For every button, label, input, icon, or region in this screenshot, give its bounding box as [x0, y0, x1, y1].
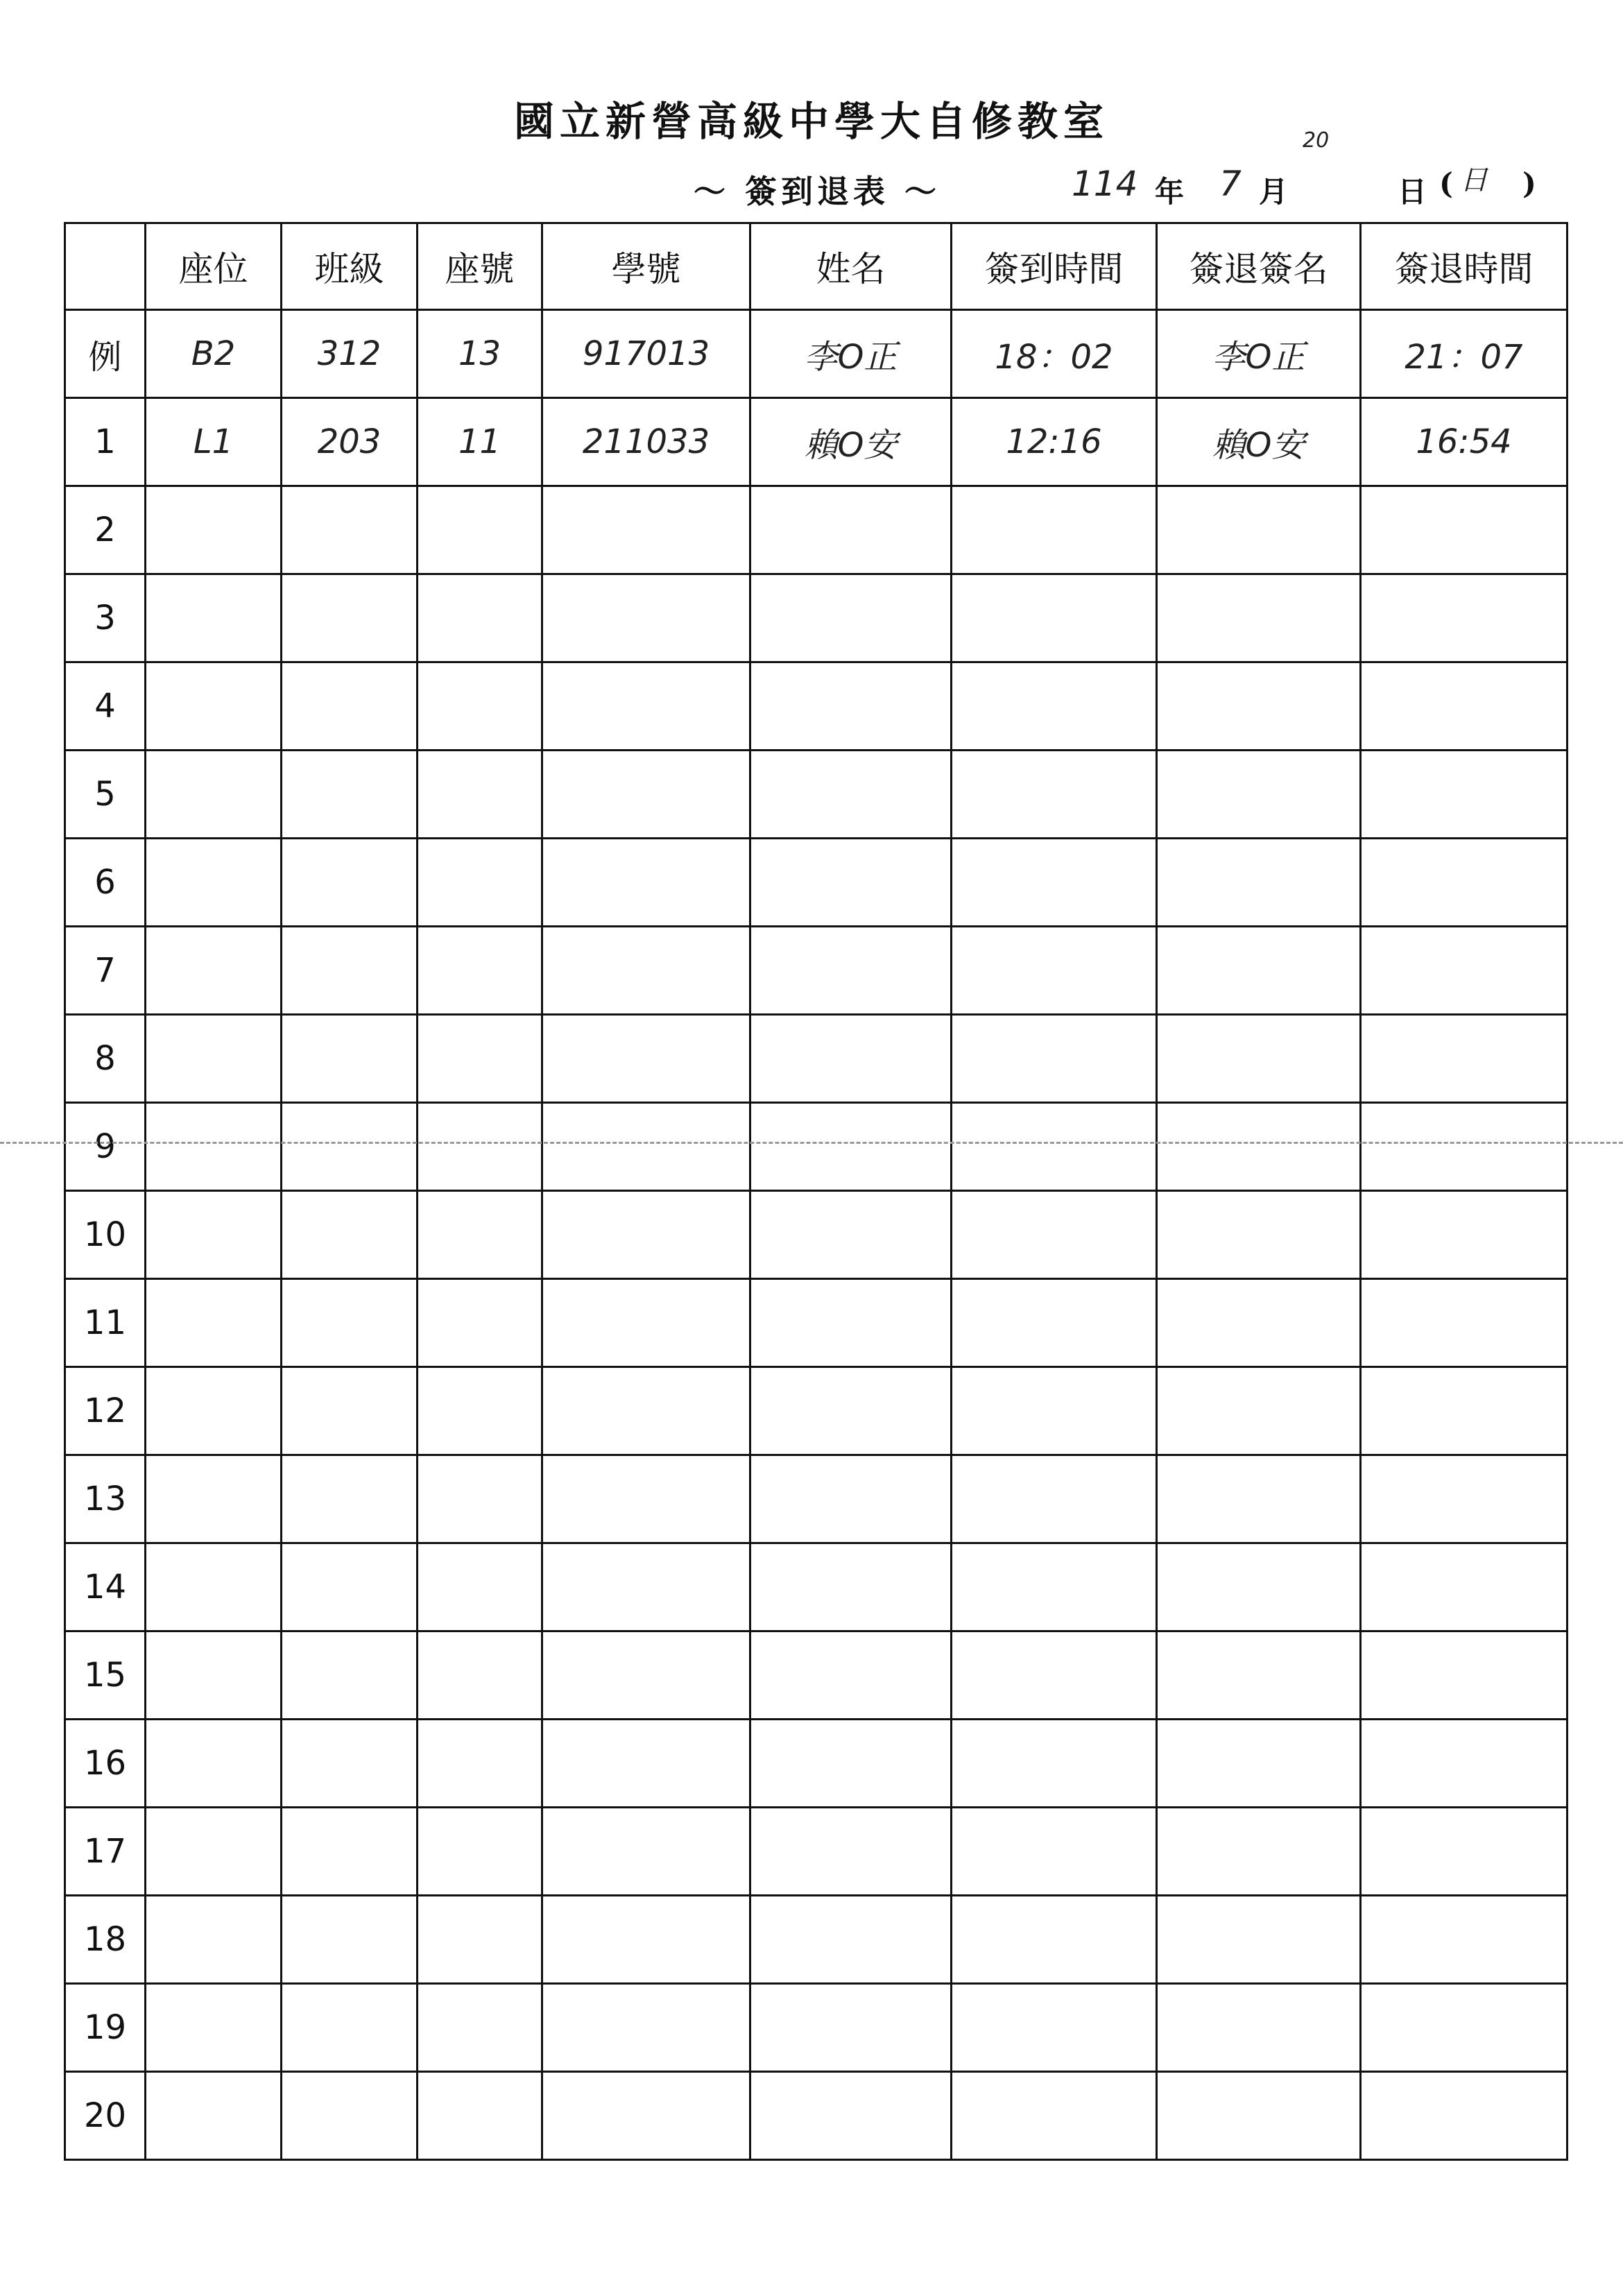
cell-name — [750, 1808, 952, 1896]
cell-student-id — [542, 1720, 750, 1808]
table-row — [65, 927, 1568, 1015]
cell-seat-no — [418, 1367, 542, 1455]
cell-checkin-time — [952, 1896, 1157, 1984]
cell-student-id — [542, 1808, 750, 1896]
table-row — [65, 398, 1568, 486]
cell-class — [282, 486, 418, 574]
cell-class — [282, 1103, 418, 1191]
cell-name — [750, 1720, 952, 1808]
cell-student-id — [542, 486, 750, 574]
date-day-label: 日 — [1398, 175, 1427, 209]
cell-seat — [146, 1103, 282, 1191]
cell-checkout-signature — [1157, 1984, 1361, 2072]
cell-name — [750, 927, 952, 1015]
cell-checkout-signature — [1157, 1015, 1361, 1103]
cell-checkout-time — [1361, 751, 1568, 839]
cell-seat — [146, 1543, 282, 1631]
cell-name — [750, 486, 952, 574]
cell-checkin-time — [952, 839, 1157, 927]
date-month-label: 月 — [1259, 175, 1289, 209]
cell-seat — [146, 751, 282, 839]
cell-checkin-time — [952, 751, 1157, 839]
col-header-student-id: 學號 — [542, 223, 750, 310]
cell-checkout-signature — [1157, 1543, 1361, 1631]
cell-checkin-time — [952, 1279, 1157, 1367]
cell-seat-no — [418, 839, 542, 927]
table-row — [65, 1103, 1568, 1191]
cell-seat — [146, 927, 282, 1015]
cell-name — [750, 1103, 952, 1191]
cell-checkin-time — [952, 927, 1157, 1015]
cell-checkout-signature — [1157, 1720, 1361, 1808]
cell-checkout-signature — [1157, 1631, 1361, 1720]
cell-checkout-time: 16:54 — [1361, 398, 1568, 486]
cell-checkin-time — [952, 1455, 1157, 1543]
example-name: 李O正 — [750, 310, 952, 398]
cell-checkout-time — [1361, 1455, 1568, 1543]
date-weekday-close: ) — [1522, 166, 1536, 200]
cell-student-id — [542, 1631, 750, 1720]
cell-checkout-signature — [1157, 927, 1361, 1015]
cell-checkout-time — [1361, 1015, 1568, 1103]
table-row — [65, 1015, 1568, 1103]
cell-checkout-time — [1361, 927, 1568, 1015]
col-header-no — [65, 223, 146, 310]
cell-checkout-time — [1361, 1543, 1568, 1631]
table-row — [65, 1455, 1568, 1543]
cell-checkin-time — [952, 1984, 1157, 2072]
cell-name — [750, 1015, 952, 1103]
cell-checkout-signature — [1157, 486, 1361, 574]
cell-checkout-time — [1361, 1191, 1568, 1279]
cell-name — [750, 1543, 952, 1631]
cell-checkout-time — [1361, 574, 1568, 662]
cell-name — [750, 1367, 952, 1455]
cell-student-id — [542, 751, 750, 839]
cell-seat — [146, 1367, 282, 1455]
row-number: 12 — [65, 1367, 146, 1455]
cell-class — [282, 1896, 418, 1984]
cell-student-id — [542, 2072, 750, 2160]
fold-line — [0, 1142, 1623, 1144]
example-label: 例 — [65, 310, 146, 398]
cell-class — [282, 839, 418, 927]
table-row — [65, 839, 1568, 927]
cell-student-id — [542, 1103, 750, 1191]
cell-student-id — [542, 1015, 750, 1103]
cell-seat-no — [418, 486, 542, 574]
row-number: 13 — [65, 1455, 146, 1543]
cell-checkout-signature — [1157, 1808, 1361, 1896]
row-number: 3 — [65, 574, 146, 662]
cell-class — [282, 1543, 418, 1631]
cell-seat-no — [418, 1984, 542, 2072]
cell-checkout-time — [1361, 1367, 1568, 1455]
cell-checkout-signature — [1157, 2072, 1361, 2160]
cell-seat — [146, 1720, 282, 1808]
cell-class — [282, 1984, 418, 2072]
cell-checkout-signature — [1157, 574, 1361, 662]
cell-checkin-time — [952, 1103, 1157, 1191]
cell-checkout-time — [1361, 1720, 1568, 1808]
cell-student-id — [542, 1191, 750, 1279]
example-row — [65, 310, 1568, 398]
cell-name — [750, 1984, 952, 2072]
date-weekday-open: ( — [1439, 166, 1453, 200]
cell-seat-no — [418, 1808, 542, 1896]
cell-checkin-time — [952, 486, 1157, 574]
col-header-checkin-time: 簽到時間 — [952, 223, 1157, 310]
cell-class — [282, 1808, 418, 1896]
cell-seat — [146, 839, 282, 927]
cell-seat — [146, 662, 282, 751]
row-number: 6 — [65, 839, 146, 927]
cell-name — [750, 2072, 952, 2160]
cell-student-id — [542, 839, 750, 927]
cell-seat — [146, 574, 282, 662]
table-row — [65, 1984, 1568, 2072]
page-title: 國立新營高級中學大自修教室 — [513, 98, 1109, 145]
cell-checkout-signature: 賴O安 — [1157, 398, 1361, 486]
table-row — [65, 1279, 1568, 1367]
cell-checkin-time — [952, 1631, 1157, 1720]
cell-checkout-signature — [1157, 1191, 1361, 1279]
cell-seat-no — [418, 1279, 542, 1367]
cell-checkout-time — [1361, 1896, 1568, 1984]
cell-checkout-signature — [1157, 751, 1361, 839]
row-number: 10 — [65, 1191, 146, 1279]
cell-class: 203 — [282, 398, 418, 486]
cell-seat-no — [418, 1455, 542, 1543]
row-number: 1 — [65, 398, 146, 486]
cell-student-id — [542, 1279, 750, 1367]
cell-seat-no — [418, 1015, 542, 1103]
row-number: 8 — [65, 1015, 146, 1103]
col-header-class: 班級 — [282, 223, 418, 310]
col-header-name: 姓名 — [750, 223, 952, 310]
cell-checkin-time — [952, 1191, 1157, 1279]
cell-seat-no — [418, 1191, 542, 1279]
table-row — [65, 1896, 1568, 1984]
table-row — [65, 1543, 1568, 1631]
row-number: 7 — [65, 927, 146, 1015]
example-class: 312 — [282, 310, 418, 398]
example-checkout-time: 21：07 — [1361, 310, 1568, 398]
cell-checkin-time — [952, 574, 1157, 662]
cell-checkout-time — [1361, 2072, 1568, 2160]
cell-checkin-time — [952, 1367, 1157, 1455]
cell-seat-no — [418, 927, 542, 1015]
cell-seat — [146, 2072, 282, 2160]
col-header-seat-no: 座號 — [418, 223, 542, 310]
table-row — [65, 574, 1568, 662]
cell-class — [282, 927, 418, 1015]
table-row — [65, 1720, 1568, 1808]
cell-student-id — [542, 574, 750, 662]
cell-checkin-time — [952, 662, 1157, 751]
row-number: 5 — [65, 751, 146, 839]
cell-checkout-time — [1361, 662, 1568, 751]
table-row — [65, 486, 1568, 574]
cell-checkout-signature — [1157, 839, 1361, 927]
cell-class — [282, 1279, 418, 1367]
cell-seat — [146, 1279, 282, 1367]
cell-checkin-time: 12:16 — [952, 398, 1157, 486]
table-row — [65, 751, 1568, 839]
cell-checkout-signature — [1157, 1103, 1361, 1191]
row-number: 2 — [65, 486, 146, 574]
cell-student-id — [542, 1896, 750, 1984]
row-number: 17 — [65, 1808, 146, 1896]
cell-seat-no — [418, 662, 542, 751]
table-row — [65, 662, 1568, 751]
cell-seat-no — [418, 574, 542, 662]
cell-checkout-time — [1361, 1984, 1568, 2072]
cell-seat — [146, 1808, 282, 1896]
example-student-id: 917013 — [542, 310, 750, 398]
cell-checkout-signature — [1157, 1455, 1361, 1543]
cell-class — [282, 1191, 418, 1279]
cell-class — [282, 1015, 418, 1103]
signin-table — [64, 222, 1568, 2161]
cell-seat — [146, 1015, 282, 1103]
cell-student-id — [542, 1367, 750, 1455]
table-row — [65, 1367, 1568, 1455]
cell-name — [750, 751, 952, 839]
cell-checkout-signature — [1157, 1279, 1361, 1367]
cell-student-id — [542, 1543, 750, 1631]
table-row — [65, 1631, 1568, 1720]
cell-student-id — [542, 927, 750, 1015]
cell-seat — [146, 486, 282, 574]
cell-name — [750, 1191, 952, 1279]
cell-seat-no — [418, 751, 542, 839]
table-row — [65, 2072, 1568, 2160]
cell-name — [750, 839, 952, 927]
cell-seat: L1 — [146, 398, 282, 486]
cell-class — [282, 662, 418, 751]
cell-checkout-time — [1361, 839, 1568, 927]
date-weekday-value: 日 — [1460, 164, 1488, 196]
cell-seat — [146, 1631, 282, 1720]
cell-name — [750, 1455, 952, 1543]
example-seat-no: 13 — [418, 310, 542, 398]
cell-checkout-signature — [1157, 662, 1361, 751]
cell-name: 賴O安 — [750, 398, 952, 486]
cell-seat — [146, 1896, 282, 1984]
cell-checkin-time — [952, 1543, 1157, 1631]
cell-seat — [146, 1191, 282, 1279]
cell-seat-no — [418, 2072, 542, 2160]
cell-student-id — [542, 662, 750, 751]
table-row — [65, 1191, 1568, 1279]
col-header-seat: 座位 — [146, 223, 282, 310]
cell-checkout-time — [1361, 1808, 1568, 1896]
cell-name — [750, 574, 952, 662]
cell-seat-no — [418, 1896, 542, 1984]
header-row — [65, 223, 1568, 310]
date-year-value: 114 — [1072, 164, 1138, 204]
cell-student-id — [542, 1984, 750, 2072]
row-number: 19 — [65, 1984, 146, 2072]
cell-class — [282, 751, 418, 839]
cell-checkout-signature — [1157, 1367, 1361, 1455]
cell-checkout-signature — [1157, 1896, 1361, 1984]
cell-checkout-time — [1361, 1631, 1568, 1720]
cell-class — [282, 574, 418, 662]
cell-checkin-time — [952, 1015, 1157, 1103]
row-number: 20 — [65, 2072, 146, 2160]
cell-class — [282, 1720, 418, 1808]
cell-seat-no: 11 — [418, 398, 542, 486]
cell-name — [750, 1631, 952, 1720]
row-number: 9 — [65, 1103, 146, 1191]
col-header-checkout-time: 簽退時間 — [1361, 223, 1568, 310]
row-number: 15 — [65, 1631, 146, 1720]
cell-student-id — [542, 1455, 750, 1543]
cell-seat-no — [418, 1631, 542, 1720]
example-checkout-signature: 李O正 — [1157, 310, 1361, 398]
cell-class — [282, 1455, 418, 1543]
cell-checkin-time — [952, 1808, 1157, 1896]
example-checkin-time: 18：02 — [952, 310, 1157, 398]
row-number: 16 — [65, 1720, 146, 1808]
table-row — [65, 1808, 1568, 1896]
date-month-value: 7 — [1219, 164, 1242, 204]
cell-class — [282, 1367, 418, 1455]
row-number: 4 — [65, 662, 146, 751]
col-header-checkout-signature: 簽退簽名 — [1157, 223, 1361, 310]
cell-seat-no — [418, 1720, 542, 1808]
cell-name — [750, 1279, 952, 1367]
cell-checkin-time — [952, 1720, 1157, 1808]
cell-seat — [146, 1455, 282, 1543]
date-year-label: 年 — [1155, 175, 1185, 209]
row-number: 18 — [65, 1896, 146, 1984]
cell-checkout-time — [1361, 1279, 1568, 1367]
row-number: 14 — [65, 1543, 146, 1631]
cell-checkin-time — [952, 2072, 1157, 2160]
cell-checkout-time — [1361, 486, 1568, 574]
cell-class — [282, 2072, 418, 2160]
cell-seat-no — [418, 1543, 542, 1631]
row-number: 11 — [65, 1279, 146, 1367]
cell-name — [750, 1896, 952, 1984]
example-seat: B2 — [146, 310, 282, 398]
cell-name — [750, 662, 952, 751]
cell-seat-no — [418, 1103, 542, 1191]
cell-class — [282, 1631, 418, 1720]
cell-checkout-time — [1361, 1103, 1568, 1191]
cell-seat — [146, 1984, 282, 2072]
date-day-value: 20 — [1303, 128, 1330, 153]
cell-student-id: 211033 — [542, 398, 750, 486]
page-subtitle: ～ 簽到退表 ～ — [694, 173, 941, 210]
